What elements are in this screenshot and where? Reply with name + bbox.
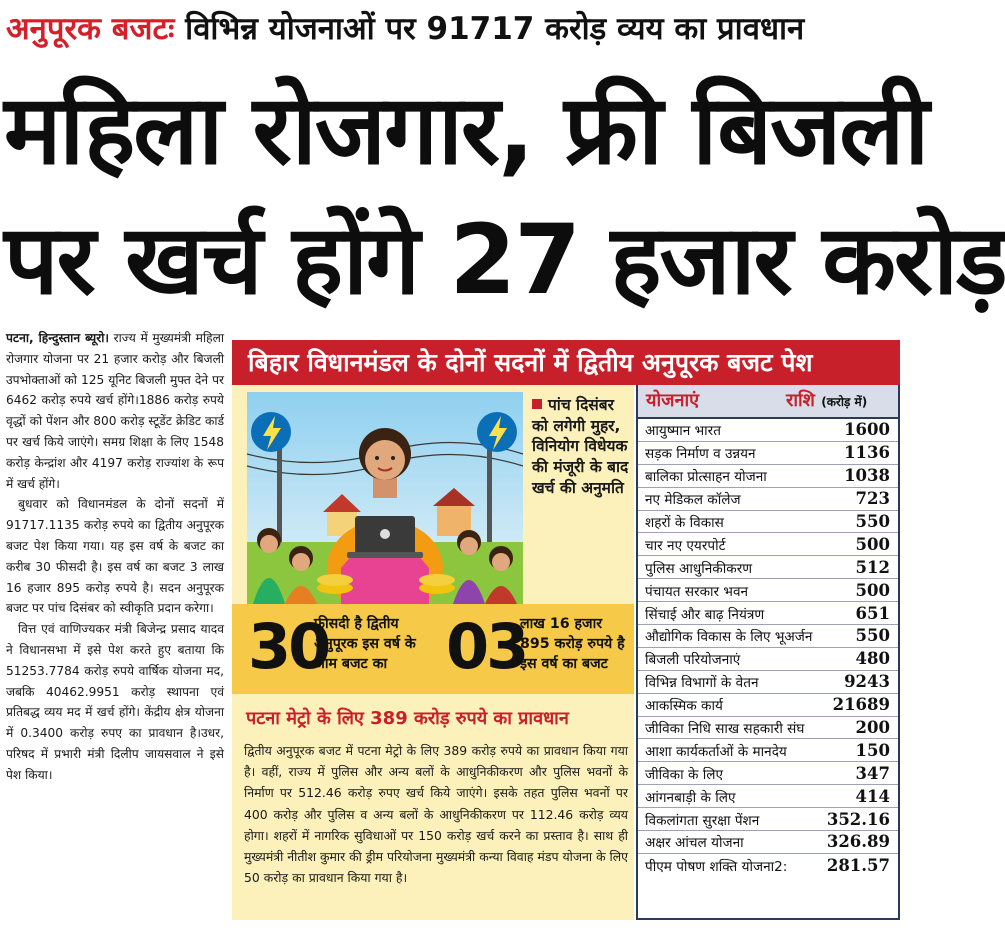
table-row: [638, 671, 898, 694]
scheme-name: नए मेडिकल कॉलेज: [645, 492, 741, 509]
scheme-amount: 347: [855, 763, 890, 783]
stat-number-1: 30: [248, 610, 329, 683]
budget-table: [636, 385, 900, 920]
scheme-amount: 723: [855, 489, 890, 509]
scheme-amount: 550: [855, 626, 890, 646]
scheme-amount: 480: [855, 649, 890, 669]
table-row: [638, 831, 898, 854]
scheme-amount: 281.57: [826, 855, 890, 875]
scheme-name: पुलिस आधुनिकीकरण: [645, 560, 753, 577]
table-row: [638, 854, 898, 877]
scheme-name: आकस्मिक कार्य: [645, 698, 723, 715]
scheme-amount: 414: [855, 786, 890, 806]
scheme-name: सिंचाई और बाढ़ नियंत्रण: [645, 606, 765, 623]
scheme-name: शहरों के विकास: [645, 515, 724, 531]
table-row: [638, 717, 898, 740]
scheme-amount: 500: [855, 534, 890, 554]
scheme-name: औद्योगिक विकास के लिए भूअर्जन: [645, 629, 813, 646]
table-body: [638, 419, 898, 877]
table-header-amount: [786, 387, 867, 416]
illustration-woman-laptop: [247, 392, 523, 604]
table-row: [638, 762, 898, 785]
table-header-unit: (करोड़ में): [821, 395, 868, 409]
table-row: [638, 556, 898, 579]
scheme-name: जीविका निधि साख सहकारी संघ: [645, 721, 805, 738]
scheme-name: पीएम पोषण शक्ति योजना2:: [645, 858, 788, 875]
scheme-amount: 512: [855, 557, 890, 577]
scheme-name: सड़क निर्माण व उन्नयन: [645, 446, 756, 463]
left-article: [6, 328, 224, 924]
table-header: [638, 385, 898, 419]
table-row: [638, 419, 898, 442]
scheme-amount: 651: [855, 603, 890, 623]
dateline: पटना, हिन्दुस्तान ब्यूरो।: [6, 331, 109, 345]
table-row: [638, 602, 898, 625]
article-text-1: राज्य में मुख्यमंत्री महिला रोजगार योजना पर 21 हजार करोड़ और बिजली उपभोक्ताओं को 125 यूनिट बिजली मुफ्त देने पर 6462 करोड़ रुपये खर्च होंगे।1886 करोड़ रुपये वृद्धों को पेंशन और 800 करोड़ स्टूडेंट क्रेडिट कार्ड पर खर्च किये जाएंगे। समग्र शिक्षा के लिए 1548 करोड़ केन्द्रांश और 4197 करोड़ राज्यांश के रूप में खर्च होंगे।: [6, 331, 224, 491]
stat-number-2: 03: [446, 610, 527, 683]
headline-line-1: महिला रोजगार, फ्री बिजली: [4, 74, 928, 186]
table-row: [638, 648, 898, 671]
stat-2-line-1: लाख 16 हजार: [520, 616, 603, 632]
bullet-square-icon: [532, 399, 542, 409]
stat-2-line-3: इस वर्ष का बजट: [520, 656, 608, 672]
scheme-name: अक्षर आंचल योजना: [645, 835, 744, 852]
stat-caption-1: [314, 614, 416, 674]
table-row: [638, 579, 898, 602]
kicker-line: [6, 4, 900, 56]
table-row: [638, 625, 898, 648]
scheme-amount: 500: [855, 580, 890, 600]
table-row: [638, 465, 898, 488]
scheme-amount: 200: [855, 718, 890, 738]
bullet-text: पांच दिसंबर को लगेगी मुहर, विनियोग विधेयक की मंजूरी के बाद खर्च की अनुमति: [532, 396, 629, 497]
table-row: [638, 808, 898, 831]
metro-text: द्वितीय अनुपूरक बजट में पटना मेट्रो के लिए 389 करोड़ रुपये का प्रावधान किया गया है। वहीं, राज्य में पुलिस और अन्य बलों के आधुनिकीकरण और पुलिस भवनों के निर्माण पर 512.46 करोड़ रुपए खर्च किये जाएंगे। इसके तहत पुलिस भवनों पर 400 करोड़ और पुलिस व अन्य बलों के आधुनिकीकरण पर 112.46 करोड़ व्यय होगा। शहरों में नागरिक सुविधाओं पर 150 करोड़ खर्च करने का प्रस्ताव है। साथ ही मुख्यमंत्री नीतीश कुमार की ड्रीम परियोजना मुख्यमंत्री कन्या विवाह मंडप योजना के लिए 50 करोड़ का प्रावधान किया गया है।: [244, 743, 628, 886]
scheme-amount: 550: [855, 512, 890, 531]
lightning-icon-left: [251, 412, 291, 452]
table-row: [638, 785, 898, 808]
kicker-text: विभिन्न योजनाओं पर 91717 करोड़ व्यय का प्रावधान: [185, 11, 805, 47]
metro-title: पटना मेट्रो के लिए 389 करोड़ रुपये का प्रावधान: [246, 708, 569, 729]
section-banner: बिहार विधानमंडल के दोनों सदनों में द्वितीय अनुपूरक बजट पेश: [232, 340, 900, 385]
stat-1-line-3: आम बजट का: [314, 656, 388, 672]
scheme-amount: 1038: [844, 466, 890, 486]
scheme-amount: 326.89: [826, 832, 890, 852]
table-row: [638, 694, 898, 717]
table-header-amount-label: राशि: [786, 390, 815, 411]
scheme-name: बिजली परियोजनाएं: [645, 652, 741, 669]
headline-line-2: पर खर्च होंगे 27 हजार करोड़: [4, 204, 1005, 316]
scheme-amount: 21689: [832, 695, 890, 715]
table-row: [638, 488, 898, 511]
lightning-icon-right: [477, 412, 517, 452]
table-row: [638, 739, 898, 762]
stat-1-line-1: फीसदी है द्वितीय: [314, 616, 399, 632]
scheme-name: जीविका के लिए: [645, 766, 723, 783]
table-row: [638, 533, 898, 556]
scheme-name: विभिन्न विभागों के वेतन: [645, 675, 759, 692]
bullet-note: [532, 395, 630, 499]
scheme-name: विकलांगता सुरक्षा पेंशन: [645, 812, 760, 829]
scheme-name: बालिका प्रोत्साहन योजना: [645, 469, 767, 486]
scheme-name: पंचायत सरकार भवन: [645, 583, 749, 600]
scheme-name: चार नए एयरपोर्ट: [645, 537, 726, 554]
scheme-amount: 1600: [844, 420, 890, 440]
stat-2-line-2: 895 करोड़ रुपये है: [520, 636, 625, 652]
scheme-name: आयुष्मान भारत: [645, 423, 721, 440]
stat-caption-2: [520, 614, 625, 674]
article-paragraph-3: वित्त एवं वाणिज्यकर मंत्री बिजेन्द्र प्रसाद यादव ने विधानसभा में इसे पेश करते हुए बताया कि 51253.7784 करोड़ रुपये वार्षिक योजना मद, जबकि 40462.9951 करोड़ स्थापना एवं प्रतिबद्ध व्यय मद में खर्च होंगे। केंद्रीय क्षेत्र योजना में 0.3400 करोड़ रुपए का प्रावधान है।उधर, परिषद में प्रभारी मंत्री दिलीप जायसवाल ने इसे पेश किया।: [6, 622, 224, 782]
article-paragraph-2: बुधवार को विधानमंडल के दोनों सदनों में 91717.1135 करोड़ रुपये का द्वितीय अनुपूरक बजट पेश किया गया। यह इस वर्ष के बजट का करीब 30 फीसदी है। इस वर्ष का बजट 3 लाख 16 हजार 895 करोड़ रुपये है। सदन अनुपूरक बजट पर पांच दिसंबर को स्वीकृति प्रदान करेगा।: [6, 497, 224, 616]
stat-1-line-2: अनुपूरक इस वर्ष के: [314, 636, 416, 652]
scheme-amount: 352.16: [826, 809, 890, 829]
scheme-amount: 9243: [844, 672, 890, 692]
scheme-amount: 1136: [844, 443, 890, 463]
article-paragraph-1: [6, 328, 224, 494]
kicker-label: अनुपूरक बजटः: [6, 11, 175, 47]
table-row: [638, 442, 898, 465]
table-header-schemes: योजनाएं: [646, 390, 700, 411]
scheme-amount: 150: [855, 740, 890, 760]
scheme-name: आशा कार्यकर्ताओं के मानदेय: [645, 743, 787, 760]
table-row: [638, 511, 898, 534]
scheme-name: आंगनबाड़ी के लिए: [645, 789, 736, 806]
